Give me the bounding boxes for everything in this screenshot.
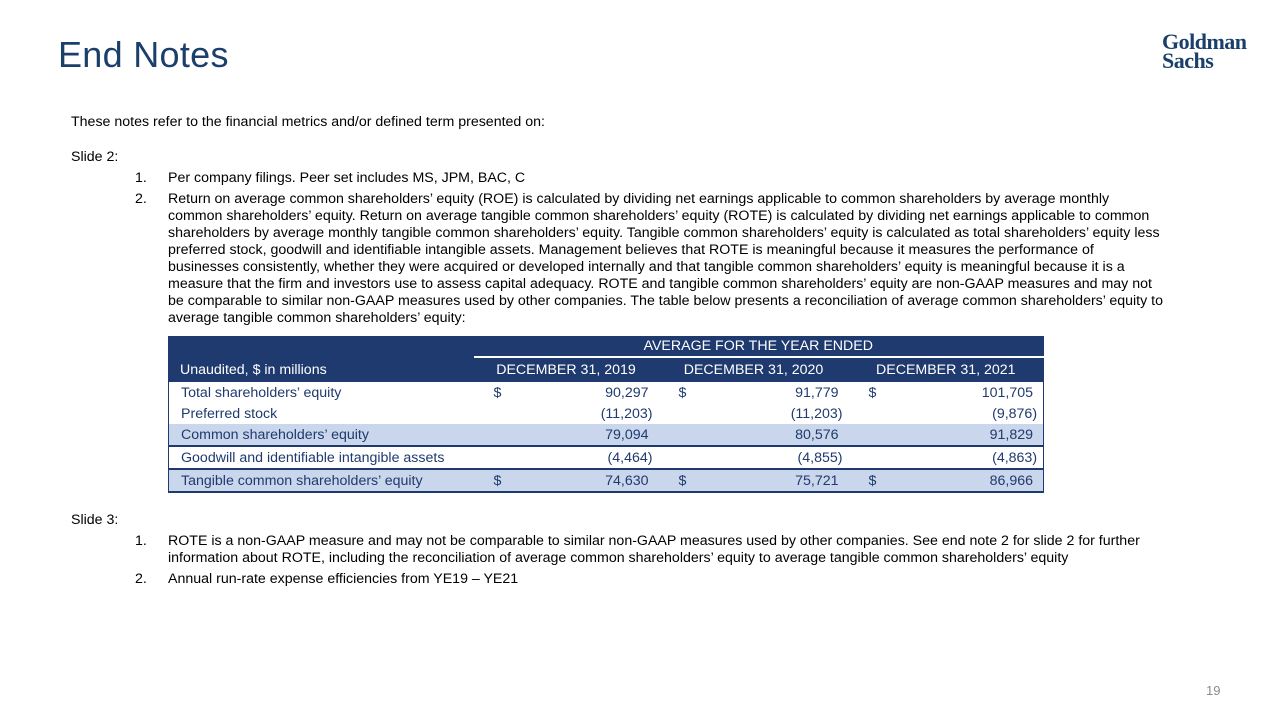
goldman-sachs-logo xyxy=(1162,29,1252,73)
logo-line-2: Sachs xyxy=(1162,48,1214,73)
note-item xyxy=(135,571,1165,588)
row-label: Tangible common shareholders’ equity xyxy=(169,469,474,492)
currency-symbol xyxy=(474,446,509,469)
note-item xyxy=(135,170,1165,187)
cell-value: (11,203) xyxy=(790,405,843,422)
cell-value: 79,094 xyxy=(509,424,659,446)
slide-2-notes xyxy=(135,170,1165,331)
currency-symbol: $ xyxy=(868,384,877,401)
currency-symbol xyxy=(849,403,884,424)
currency-symbol xyxy=(849,446,884,469)
page-title: End Notes xyxy=(58,34,229,75)
note-number: 2. xyxy=(135,191,147,207)
slide-3-label: Slide 3: xyxy=(71,512,119,528)
note-item xyxy=(135,533,1165,567)
page-number: 19 xyxy=(1206,683,1221,698)
row-label: Preferred stock xyxy=(181,405,278,422)
cell-value: 86,966 xyxy=(884,469,1044,492)
cell-value: 75,721 xyxy=(694,469,849,492)
cell-value: 74,630 xyxy=(509,469,659,492)
currency-symbol xyxy=(474,424,509,446)
note-text: Per company filings. Peer set includes MS, JPM, BAC, C xyxy=(168,170,526,186)
cell-value: (4,855) xyxy=(694,446,849,469)
currency-symbol xyxy=(659,403,694,424)
note-text: ROTE is a non-GAAP measure and may not be comparable to similar non-GAAP measures used by other companies. See end note 2 for slide 2 for further information about ROTE, including the reconciliation of average common shareholders’ equity to average tangible common shareholders’ equity xyxy=(168,533,1140,566)
table-row xyxy=(169,469,1044,492)
currency-symbol: $ xyxy=(659,469,694,492)
table-row xyxy=(169,424,1044,446)
cell-value: 91,829 xyxy=(884,424,1044,446)
row-label: Goodwill and identifiable intangible assets xyxy=(169,446,474,469)
note-number: 2. xyxy=(135,571,147,587)
currency-symbol: $ xyxy=(678,384,687,401)
table-row xyxy=(169,403,1044,424)
cell-value: (4,464) xyxy=(509,446,659,469)
slide-2-label: Slide 2: xyxy=(71,149,119,165)
cell-value: (4,863) xyxy=(884,446,1044,469)
table-row xyxy=(169,446,1044,469)
cell-value: 101,705 xyxy=(981,384,1034,401)
reconciliation-table xyxy=(168,336,1044,493)
note-text: Return on average common shareholders’ equity (ROE) is calculated by dividing net earnings applicable to common shareholders by average monthly common shareholders’ equity. Return on average tangible common shareholders’ equity (ROTE) is calculated by dividing net earnings applicable to common shareholders by average monthly tangible common shareholders’ equity. Tangible common shareholders’ equity is calculated as total shareholders’ equity less preferred stock, goodwill and identifiable intangible assets. Management believes that ROTE is meaningful because it measures the performance of businesses consistently, whether they were acquired or developed internally and that tangible common shareholders’ equity is meaningful because it is a measure that the firm and investors use to assess capital adequacy. ROTE and tangible common shareholders’ equity are non-GAAP measures and may not be comparable to similar non-GAAP measures used by other companies. The table below presents a reconciliation of average common shareholders’ equity to average tangible common shareholders’ equity: xyxy=(168,191,1163,326)
column-header: DECEMBER 31, 2020 xyxy=(659,357,849,382)
currency-symbol: $ xyxy=(474,469,509,492)
currency-symbol xyxy=(659,424,694,446)
table-row-header: Unaudited, $ in millions xyxy=(169,357,474,382)
cell-value: 90,297 xyxy=(605,384,649,401)
note-number: 1. xyxy=(135,533,147,549)
note-number: 1. xyxy=(135,170,147,186)
currency-symbol: $ xyxy=(849,469,884,492)
column-header: DECEMBER 31, 2019 xyxy=(474,357,659,382)
row-label: Common shareholders’ equity xyxy=(169,424,474,446)
table-row xyxy=(169,382,1044,403)
intro-text: These notes refer to the financial metrics and/or defined term presented on: xyxy=(71,114,545,130)
cell-value: (9,876) xyxy=(992,405,1038,422)
table-header-row xyxy=(169,357,1044,382)
cell-value: 91,779 xyxy=(795,384,839,401)
note-text: Annual run-rate expense efficiencies from YE19 – YE21 xyxy=(168,571,519,587)
currency-symbol xyxy=(474,403,509,424)
slide-3-notes xyxy=(135,533,1165,592)
currency-symbol: $ xyxy=(493,384,502,401)
row-label: Total shareholders’ equity xyxy=(181,384,342,401)
cell-value: (11,203) xyxy=(600,405,653,422)
column-header: DECEMBER 31, 2021 xyxy=(849,357,1044,382)
table-header-blank xyxy=(169,336,474,357)
note-item xyxy=(135,191,1165,327)
currency-symbol xyxy=(659,446,694,469)
table-group-header: AVERAGE FOR THE YEAR ENDED xyxy=(474,336,1044,357)
table-group-header-row xyxy=(169,336,1044,357)
cell-value: 80,576 xyxy=(694,424,849,446)
currency-symbol xyxy=(849,424,884,446)
logo-line-1: Goldman xyxy=(1162,29,1247,54)
